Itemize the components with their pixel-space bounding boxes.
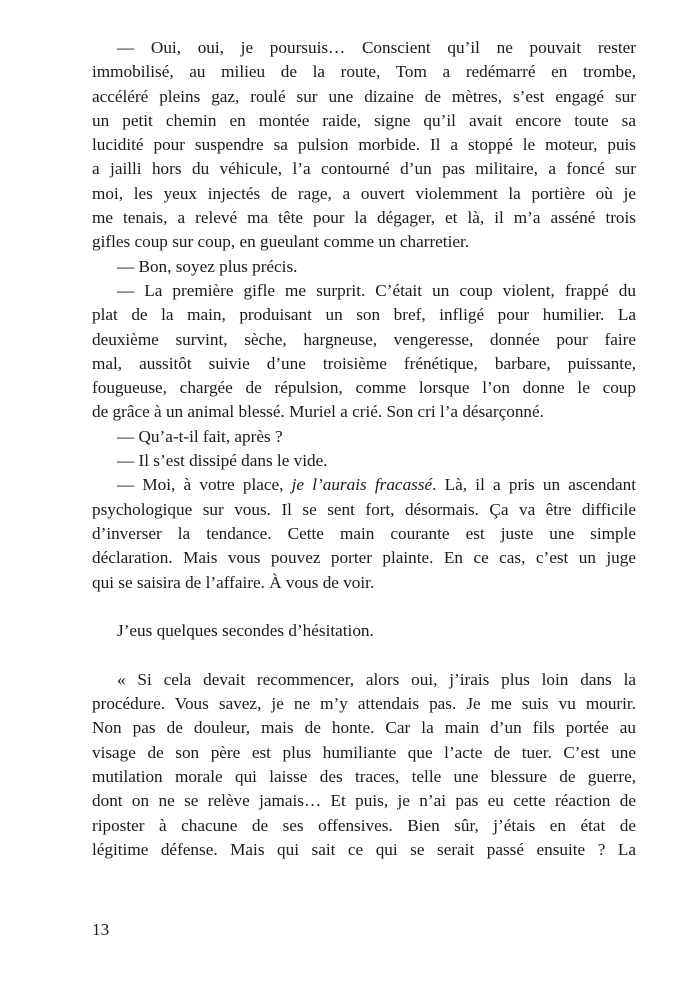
text-line: « Si cela devait recommencer, alors oui, j’irais plus loin dans la	[117, 669, 636, 689]
text-line: immobilisé, au milieu de la route, Tom a redémarré en trombe,	[92, 62, 636, 82]
text-line: gifles coup sur coup, en gueulant comme un charretier.	[92, 232, 470, 252]
text-line: dont on ne se relève jamais… Et puis, je n’ai pas eu cette réaction de	[92, 791, 636, 811]
blank-line	[92, 643, 636, 667]
paragraph	[92, 36, 636, 255]
text-line: mal, aussitôt suivie d’une troisième frénétique, barbare, puissante,	[92, 353, 636, 373]
text-line: — La première gifle me surprit. C’était un coup violent, frappé du	[117, 280, 636, 300]
text-line: deuxième survint, sèche, hargneuse, vengeresse, donnée pour faire	[92, 329, 636, 349]
text-line: Non pas de douleur, mais de honte. Car la main d’un fils portée au	[92, 718, 636, 738]
text-line: lucidité pour suspendre sa pulsion morbide. Il a stoppé le moteur, puis	[92, 135, 636, 155]
paragraph	[92, 473, 636, 594]
italic-text: je l’aurais fracassé	[291, 475, 433, 495]
text-line: légitime défense. Mais qui sait ce qui se serait passé ensuite ? La	[92, 839, 636, 859]
text-line	[92, 473, 636, 497]
text-line: visage de son père est plus humiliante que l’acte de tuer. C’est une	[92, 742, 636, 762]
paragraph	[92, 449, 636, 473]
text-line: me tenais, a relevé ma tête pour la dégager, et là, il m’a asséné trois	[92, 208, 636, 228]
text-line: — Qu’a-t-il fait, après ?	[117, 426, 283, 446]
text-line: J’eus quelques secondes d’hésitation.	[117, 621, 374, 641]
text-line: moi, les yeux injectés de rage, a ouvert violemment la portière où je	[92, 183, 636, 203]
text-line: d’inverser la tendance. Cette main courante est juste une simple	[92, 523, 636, 543]
text-line: un petit chemin en montée raide, signe qu’il avait encore toute sa	[92, 110, 636, 130]
paragraph	[92, 668, 636, 862]
text-line: — Bon, soyez plus précis.	[117, 256, 298, 276]
text-line: fougueuse, chargée de répulsion, comme lorsque l’on donne le coup	[92, 378, 636, 398]
paragraph	[92, 425, 636, 449]
text-line: — Oui, oui, je poursuis… Conscient qu’il ne pouvait rester	[117, 38, 636, 57]
text-segment: . Là, il a pris un ascendant	[432, 475, 636, 495]
text-line: a jailli hors du véhicule, l’a contourné d’un pas militaire, a foncé sur	[92, 159, 636, 179]
paragraph	[92, 619, 636, 643]
text-line: psychologique sur vous. Il se sent fort, désormais. Ça va être difficile	[92, 499, 636, 519]
paragraph	[92, 279, 636, 425]
text-line: mutilation morale qui laisse des traces, telle une blessure de guerre,	[92, 766, 636, 786]
text-line: — Il s’est dissipé dans le vide.	[117, 451, 328, 471]
paragraph	[92, 255, 636, 279]
text-line: qui se saisira de l’affaire. À vous de voir.	[92, 572, 375, 592]
text-line: déclaration. Mais vous pouvez porter plainte. En ce cas, c’est un juge	[92, 548, 636, 568]
text-line: procédure. Vous savez, je ne m’y attendais pas. Je me suis vu mourir.	[92, 694, 636, 714]
text-segment: — Moi, à votre place,	[117, 475, 292, 495]
page-body	[92, 36, 636, 862]
blank-line	[92, 595, 636, 619]
text-line: de grâce à un animal blessé. Muriel a crié. Son cri l’a désarçonné.	[92, 402, 544, 422]
text-line: plat de la main, produisant un son bref, infligé pour humilier. La	[92, 305, 636, 325]
page-number: 13	[92, 920, 110, 939]
text-line: riposter à chacune de ses offensives. Bien sûr, j’étais en état de	[92, 815, 636, 835]
text-line: accéléré pleins gaz, roulé sur une dizaine de mètres, s’est engagé sur	[92, 86, 636, 106]
